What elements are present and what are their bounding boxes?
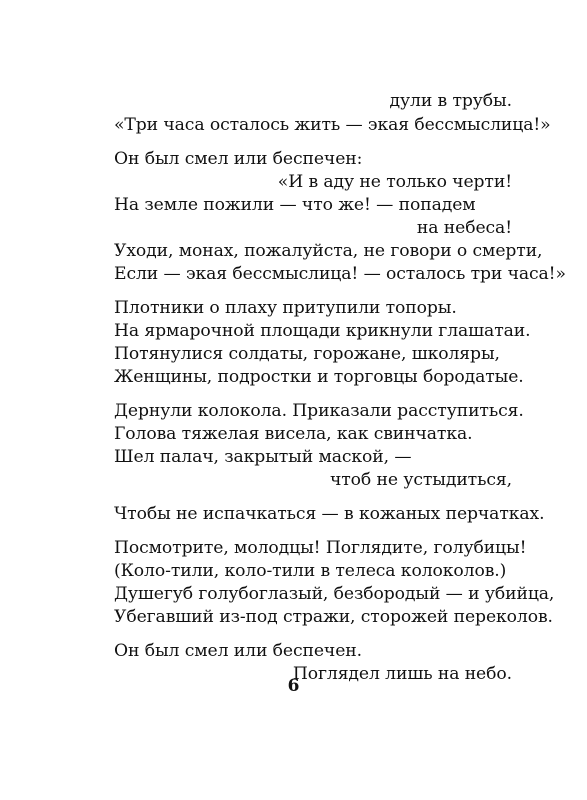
poem-line: чтоб не устыдиться,	[330, 470, 512, 490]
poem-line: Посмотрите, молодцы! Поглядите, голубицы!	[114, 538, 527, 558]
poem-line: Убегавший из-под стражи, сторожей переколов.	[114, 607, 553, 627]
poem-line: Поглядел лишь на небо.	[292, 664, 512, 684]
poem-line: На земле пожили — что же! — попадем	[114, 195, 476, 215]
poem-line: «И в аду не только черти!	[277, 172, 512, 192]
poem-line: Дернули колокола. Приказали расступиться.	[114, 401, 524, 421]
poem-line: Если — экая бессмыслица! — осталось три часа!»	[114, 264, 566, 284]
poem-line: На ярмарочной площади крикнули глашатаи.	[114, 321, 531, 341]
page-number: 6	[287, 676, 300, 696]
poem-line: (Коло-тили, коло-тили в телеса колоколов.)	[114, 561, 507, 581]
poem-line: на небеса!	[416, 218, 512, 238]
poem-line: дули в трубы.	[389, 91, 512, 111]
poem-line: Шел палач, закрытый маской, —	[114, 447, 412, 467]
poem-line: Голова тяжелая висела, как свинчатка.	[114, 424, 473, 444]
poem-line: Уходи, монах, пожалуйста, не говори о смерти,	[114, 241, 543, 261]
poem-line: Душегуб голубоглазый, безбородый — и убийца,	[114, 584, 555, 604]
poem-line: «Три часа осталось жить — экая бессмыслица!»	[114, 115, 551, 135]
poem-line: Он был смел или беспечен.	[114, 641, 362, 661]
poem-line: Он был смел или беспечен:	[114, 149, 363, 169]
poem-line: Потянулися солдаты, горожане, школяры,	[114, 344, 500, 364]
poem-line: Плотники о плаху притупили топоры.	[114, 298, 457, 318]
poem-line: Чтобы не испачкаться — в кожаных перчатках.	[114, 504, 545, 524]
poem-line: Женщины, подростки и торговцы бородатые.	[114, 367, 524, 387]
